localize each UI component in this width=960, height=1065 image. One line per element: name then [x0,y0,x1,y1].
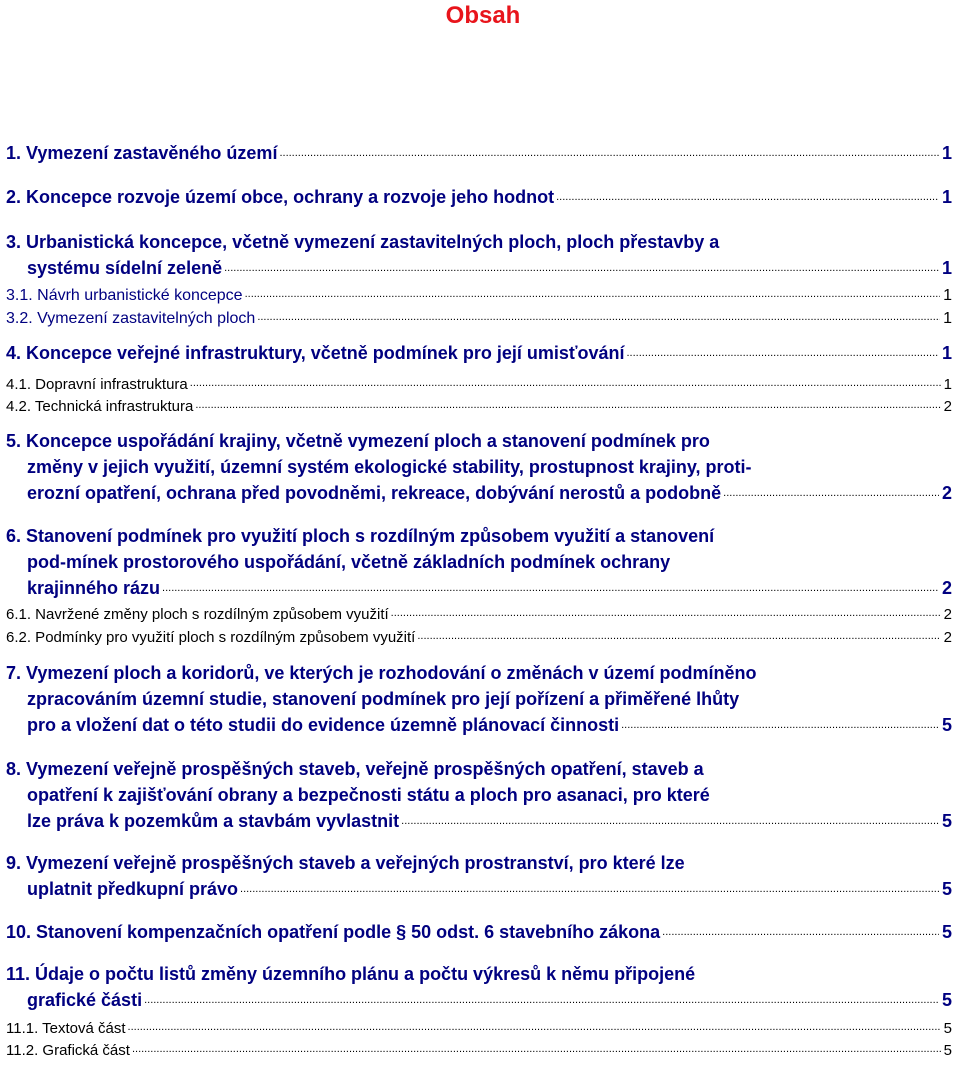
page-number: 1 [941,258,952,278]
toc-entry-text: 7. Vymezení ploch a koridorů, ve kterých je rozhodování o změnách v území podmíněno [6,663,757,683]
toc-entry-3-2[interactable] [6,310,952,333]
toc-entry-text: grafické části [27,990,143,1010]
page-number: 2 [943,606,952,623]
toc-entry-9[interactable] [6,853,952,905]
toc-entry-text: 3.1. Návrh urbanistické koncepce [6,287,243,304]
toc-entry-4-2[interactable] [6,398,952,421]
toc-entry-text: 3. Urbanistická koncepce, včetně vymezení zastavitelných ploch, ploch přestavby a [6,232,720,252]
page-number: 5 [941,811,952,831]
page-number: 5 [941,990,952,1010]
toc-entry-6[interactable] [6,526,952,604]
toc-entry-text: erozní opatření, ochrana před povodněmi, rekreace, dobývání nerostů a podobně [27,483,722,503]
dot-leader [401,808,939,829]
toc-entry-4[interactable] [6,343,952,369]
page-number: 1 [941,343,952,363]
page-number: 1 [943,287,952,304]
page-number: 1 [941,143,952,163]
toc-entry-text: 9. Vymezení veřejně prospěšných staveb a veřejných prostranství, pro které lze [6,853,685,873]
dot-leader [128,1017,941,1034]
dot-leader [279,140,939,161]
toc-entry-text: 1. Vymezení zastavěného území [6,143,278,163]
page-number: 2 [941,483,952,503]
toc-entry-text: 10. Stanovení kompenzačních opatření podle § 50 odst. 6 stavebního zákona [6,922,661,942]
dot-leader [257,307,940,325]
page-number: 5 [941,715,952,735]
toc-entry-3[interactable] [6,232,952,284]
page-number: 5 [943,1042,952,1059]
toc-entry-text: 8. Vymezení veřejně prospěšných staveb, veřejně prospěšných opatření, staveb a [6,759,704,779]
toc-entry-text: 11.1. Textová část [6,1020,126,1037]
page-number: 5 [941,922,952,942]
toc-entry-text: 4. Koncepce veřejné infrastruktury, včetně podmínek pro její umisťování [6,343,625,363]
toc-entry-text: 6.1. Navržené změny ploch s rozdílným způsobem využití [6,606,389,623]
toc-entry-text: pro a vložení dat o této studii do evidence územně plánovací činnosti [27,715,620,735]
page-title: Obsah [445,2,521,29]
toc-entry-text: opatření k zajišťování obrany a bezpečnosti státu a ploch pro asanaci, pro které [27,785,710,805]
toc-entry-text: 11. Údaje o počtu listů změny územního plánu a počtu výkresů k němu připojené [6,964,696,984]
dot-leader [417,626,940,643]
toc-entry-text: 4.2. Technická infrastruktura [6,398,194,415]
toc-entry-text: pod-mínek prostorového uspořádání, včetně základních podmínek ochrany [27,552,671,572]
dot-leader [162,575,939,596]
dot-leader [391,603,941,620]
page-number: 2 [943,629,952,646]
dot-leader [240,876,939,897]
toc-entry-text: 6. Stanovení podmínek pro využití ploch s rozdílným způsobem využití a stanovení [6,526,715,546]
toc-entry-text: zpracováním územní studie, stanovení podmínek pro její pořízení a přiměřené lhůty [27,689,740,709]
page-number: 1 [943,376,952,393]
toc-entry-text: změny v jejich využití, územní systém ekologické stability, prostupnost krajiny, proti- [27,457,752,477]
toc-entry-text: 2. Koncepce rozvoje území obce, ochrany a rozvoje jeho hodnot [6,187,555,207]
dot-leader [132,1039,941,1056]
page-number: 1 [943,310,952,327]
dot-leader [144,987,939,1008]
dot-leader [556,184,939,205]
page-number: 2 [941,578,952,598]
page-number: 5 [943,1020,952,1037]
dot-leader [621,712,939,733]
dot-leader [224,255,939,276]
dot-leader [662,919,939,940]
page-number: 1 [941,187,952,207]
toc-entry-text: 5. Koncepce uspořádání krajiny, včetně vymezení ploch a stanovení podmínek pro [6,431,710,451]
toc-entry-text: lze práva k pozemkům a stavbám vyvlastnit [27,811,400,831]
toc-entry-text: 4.1. Dopravní infrastruktura [6,376,188,393]
toc-entry-8[interactable] [6,759,952,837]
toc-entry-11[interactable] [6,964,952,1016]
toc-entry-11-2[interactable] [6,1042,952,1065]
dot-leader [626,340,939,361]
toc-entry-6-2[interactable] [6,629,952,652]
toc-entry-7[interactable] [6,663,952,741]
toc-entry-text: 6.2. Podmínky pro využití ploch s rozdílným způsobem využití [6,629,416,646]
toc-entry-text: 11.2. Grafická část [6,1042,130,1059]
page-number: 5 [941,879,952,899]
toc-entry-text: uplatnit předkupní právo [27,879,239,899]
toc-entry-2[interactable] [6,187,952,213]
dot-leader [245,284,941,302]
dot-leader [723,480,939,501]
toc-entry-1[interactable] [6,143,952,169]
page-number: 2 [943,398,952,415]
dot-leader [190,373,941,390]
toc-entry-text: krajinného rázu [27,578,161,598]
toc-entry-text: systému sídelní zeleně [27,258,223,278]
dot-leader [195,395,940,412]
toc-entry-text: 3.2. Vymezení zastavitelných ploch [6,310,256,327]
toc-entry-5[interactable] [6,431,952,509]
toc-entry-10[interactable] [6,922,952,948]
